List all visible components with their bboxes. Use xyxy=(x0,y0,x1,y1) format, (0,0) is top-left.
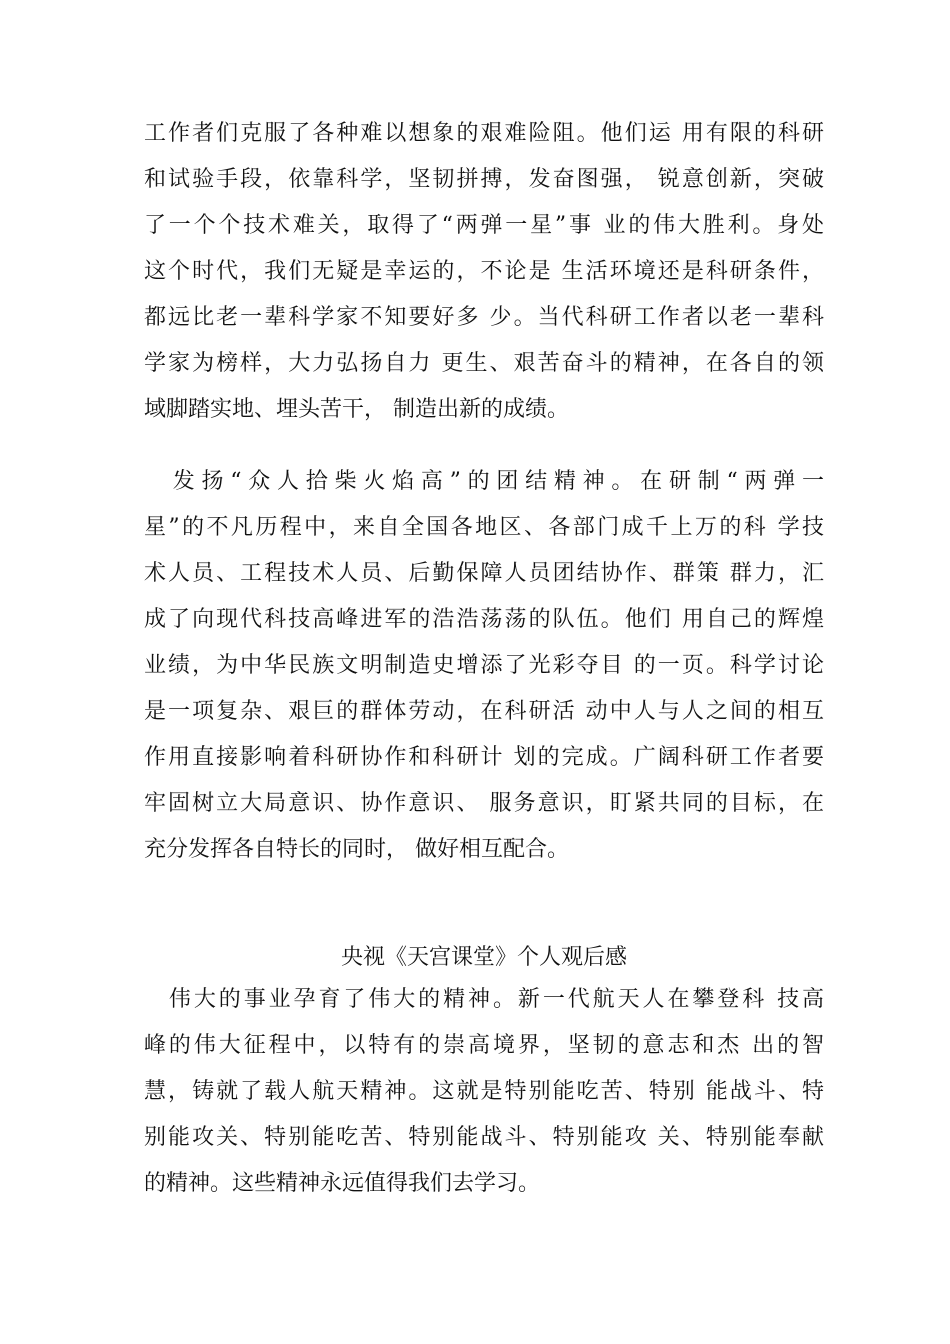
paragraph-3 xyxy=(144,977,824,1207)
text-line: 业绩，为中华民族文明制造史增添了光彩夺目 的一页。科学讨论 xyxy=(144,653,824,678)
text-line: 峰的伟大征程中，以特有的崇高境界，坚韧的意志和杰 出的智 xyxy=(144,1033,824,1058)
text-line: 了一个个技术难关，取得了“两弹一星”事 业的伟大胜利。身处 xyxy=(144,213,824,238)
text-line: 别能攻关、特别能吃苦、特别能战斗、特别能攻 关、特别能奉献 xyxy=(144,1125,824,1150)
text-line: 学家为榜样，大力弘扬自力 更生、艰苦奋斗的精神，在各自的领 xyxy=(144,351,824,376)
text-line: 作用直接影响着科研协作和科研计 划的完成。广阔科研工作者要 xyxy=(144,745,824,770)
text-line: 和试验手段，依靠科学，坚韧拼搏，发奋图强， 锐意创新，突破 xyxy=(144,167,824,192)
text-line: 慧，铸就了载人航天精神。这就是特别能吃苦、特别 能战斗、特 xyxy=(144,1079,824,1104)
text-line: 是一项复杂、艰巨的群体劳动，在科研活 动中人与人之间的相互 xyxy=(144,699,824,724)
text-line: 牢固树立大局意识、协作意识、 服务意识，盯紧共同的目标，在 xyxy=(144,791,824,816)
text-line: 伟大的事业孕育了伟大的精神。新一代航天人在攀登科 技高 xyxy=(144,987,824,1012)
paragraph-1 xyxy=(144,111,824,433)
text-line: 工作者们克服了各种难以想象的艰难险阻。他们运 用有限的科研 xyxy=(144,121,824,146)
paragraph-2 xyxy=(144,459,824,873)
text-line: 都远比老一辈科学家不知要好多 少。当代科研工作者以老一辈科 xyxy=(144,305,824,330)
text-line: 成了向现代科技高峰进军的浩浩荡荡的队伍。他们 用自己的辉煌 xyxy=(144,607,824,632)
text-line: 发扬“众人拾柴火焰高”的团结精神。在研制“两弹一 xyxy=(144,469,824,494)
text-line: 星”的不凡历程中，来自全国各地区、各部门成千上万的科 学技 xyxy=(144,515,824,540)
section-heading: 央视《天宫课堂》个人观后感 xyxy=(340,945,627,970)
text-line: 这个时代，我们无疑是幸运的，不论是 生活环境还是科研条件， xyxy=(144,259,824,284)
text-line: 术人员、工程技术人员、后勤保障人员团结协作、群策 群力，汇 xyxy=(144,561,824,586)
text-line: 充分发挥各自特长的同时， 做好相互配合。 xyxy=(144,837,569,862)
text-line: 的精神。这些精神永远值得我们去学习。 xyxy=(144,1171,541,1196)
text-line: 域脚踏实地、埋头苦干， 制造出新的成绩。 xyxy=(144,397,569,422)
